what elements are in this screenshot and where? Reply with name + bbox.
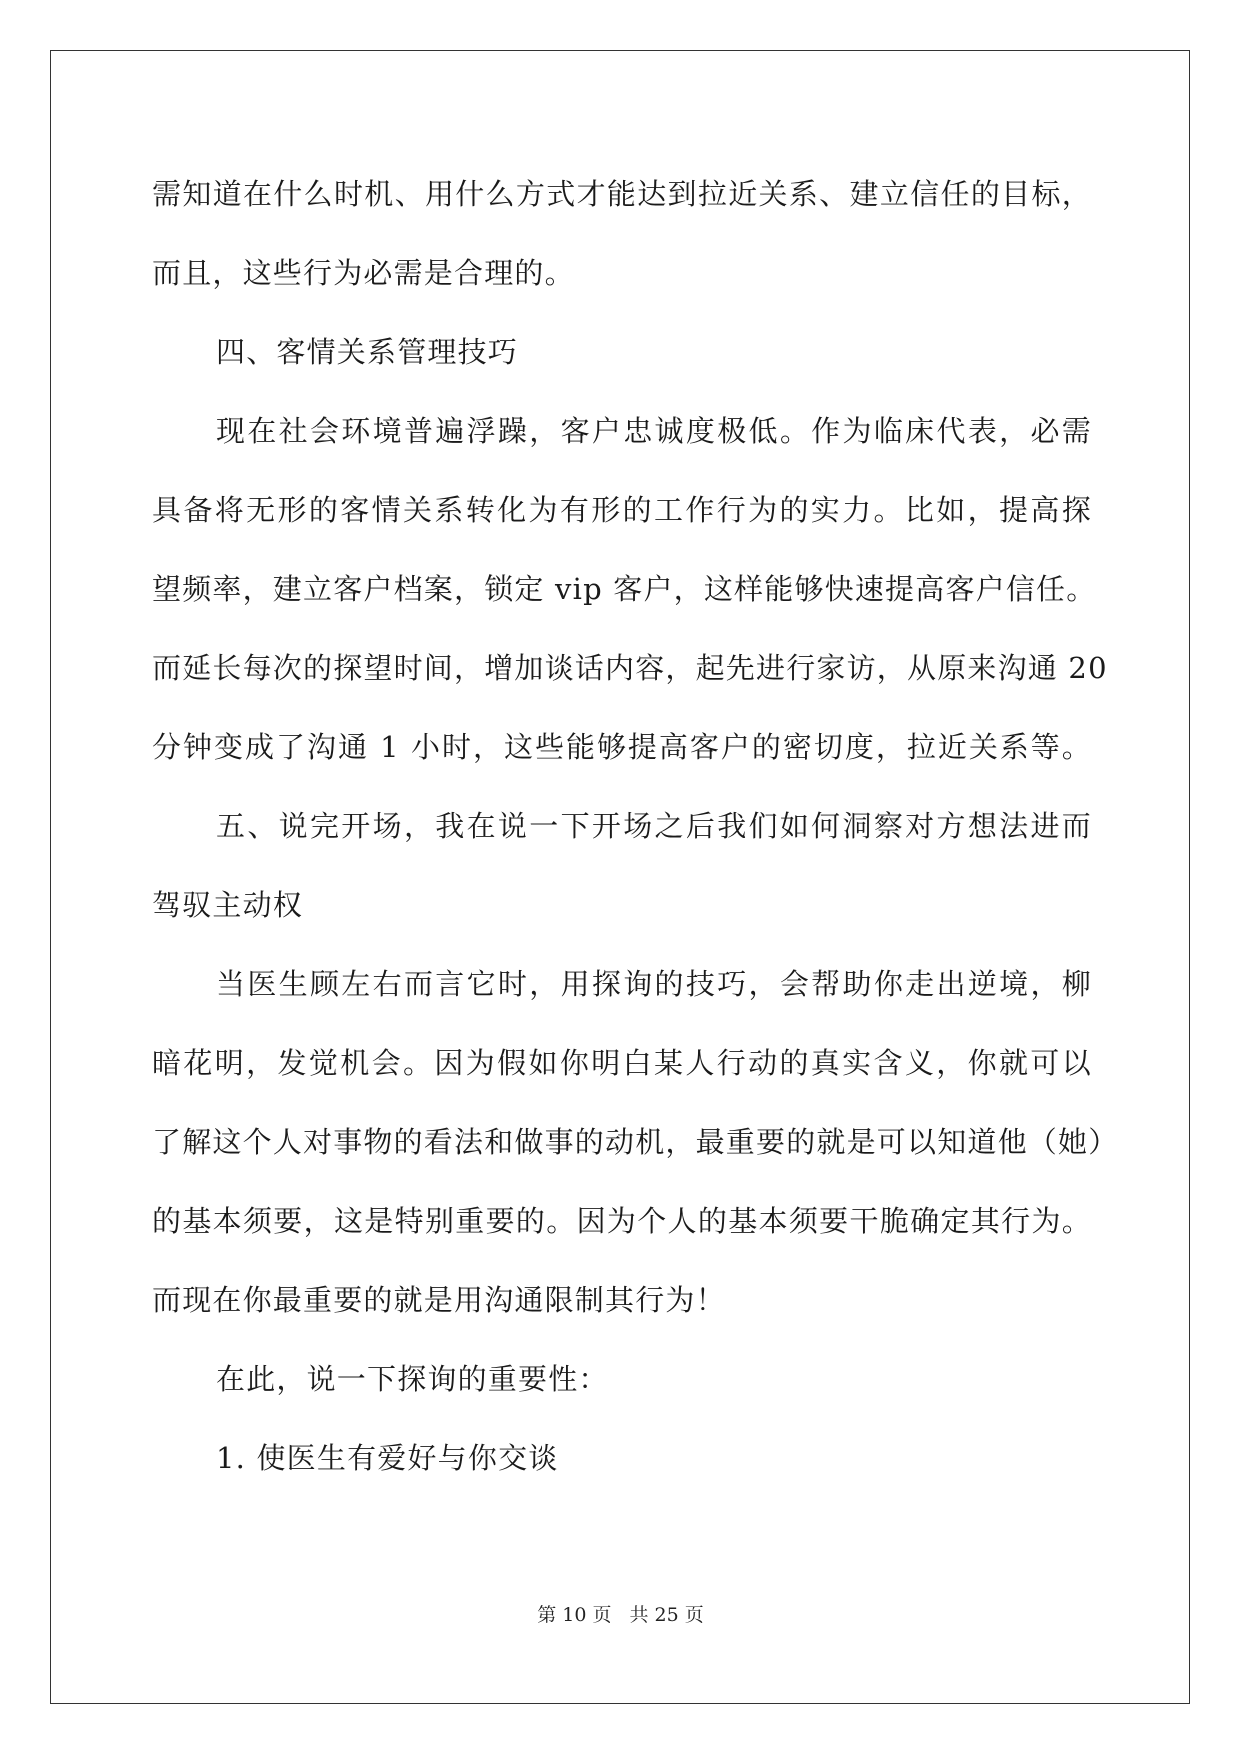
text-line: 而且，这些行为必需是合理的。 xyxy=(152,256,575,290)
section-heading: 四、客情关系管理技巧 xyxy=(216,335,519,369)
text-line: 当医生顾左右而言它时，用探询的技巧，会帮助你走出逆境，柳 xyxy=(216,967,1092,1001)
section-heading: 五、说完开场，我在说一下开场之后我们如何洞察对方想法进而 xyxy=(216,809,1092,843)
text-line: 而延长每次的探望时间，增加谈话内容，起先进行家访，从原来沟通 20 xyxy=(152,651,1108,685)
text-line: 的基本须要，这是特别重要的。因为个人的基本须要干脆确定其行为。 xyxy=(152,1204,1092,1238)
text-line: 分钟变成了沟通 1 小时，这些能够提高客户的密切度，拉近关系等。 xyxy=(152,730,1092,764)
list-item: 1. 使医生有爱好与你交谈 xyxy=(216,1441,559,1475)
text-line: 具备将无形的客情关系转化为有形的工作行为的实力。比如，提高探 xyxy=(152,493,1092,527)
page-total: 共 25 页 xyxy=(629,1604,704,1626)
text-line: 暗花明，发觉机会。因为假如你明白某人行动的真实含义，你就可以 xyxy=(152,1046,1092,1080)
text-line: 而现在你最重要的就是用沟通限制其行为！ xyxy=(152,1283,726,1317)
text-line: 在此，说一下探询的重要性： xyxy=(216,1362,609,1396)
document-body xyxy=(152,155,1119,1498)
text-line: 望频率，建立客户档案，锁定 vip 客户，这样能够快速提高客户信任。 xyxy=(152,572,1097,606)
text-line: 了解这个人对事物的看法和做事的动机，最重要的就是可以知道他（她） xyxy=(152,1125,1119,1159)
section-heading-continued: 驾驭主动权 xyxy=(152,888,304,922)
text-line: 现在社会环境普遍浮躁，客户忠诚度极低。作为临床代表，必需 xyxy=(216,414,1092,448)
page-footer xyxy=(0,1600,1241,1627)
page-number: 第 10 页 xyxy=(537,1604,612,1626)
text-line: 需知道在什么时机、用什么方式才能达到拉近关系、建立信任的目标， xyxy=(152,177,1092,211)
